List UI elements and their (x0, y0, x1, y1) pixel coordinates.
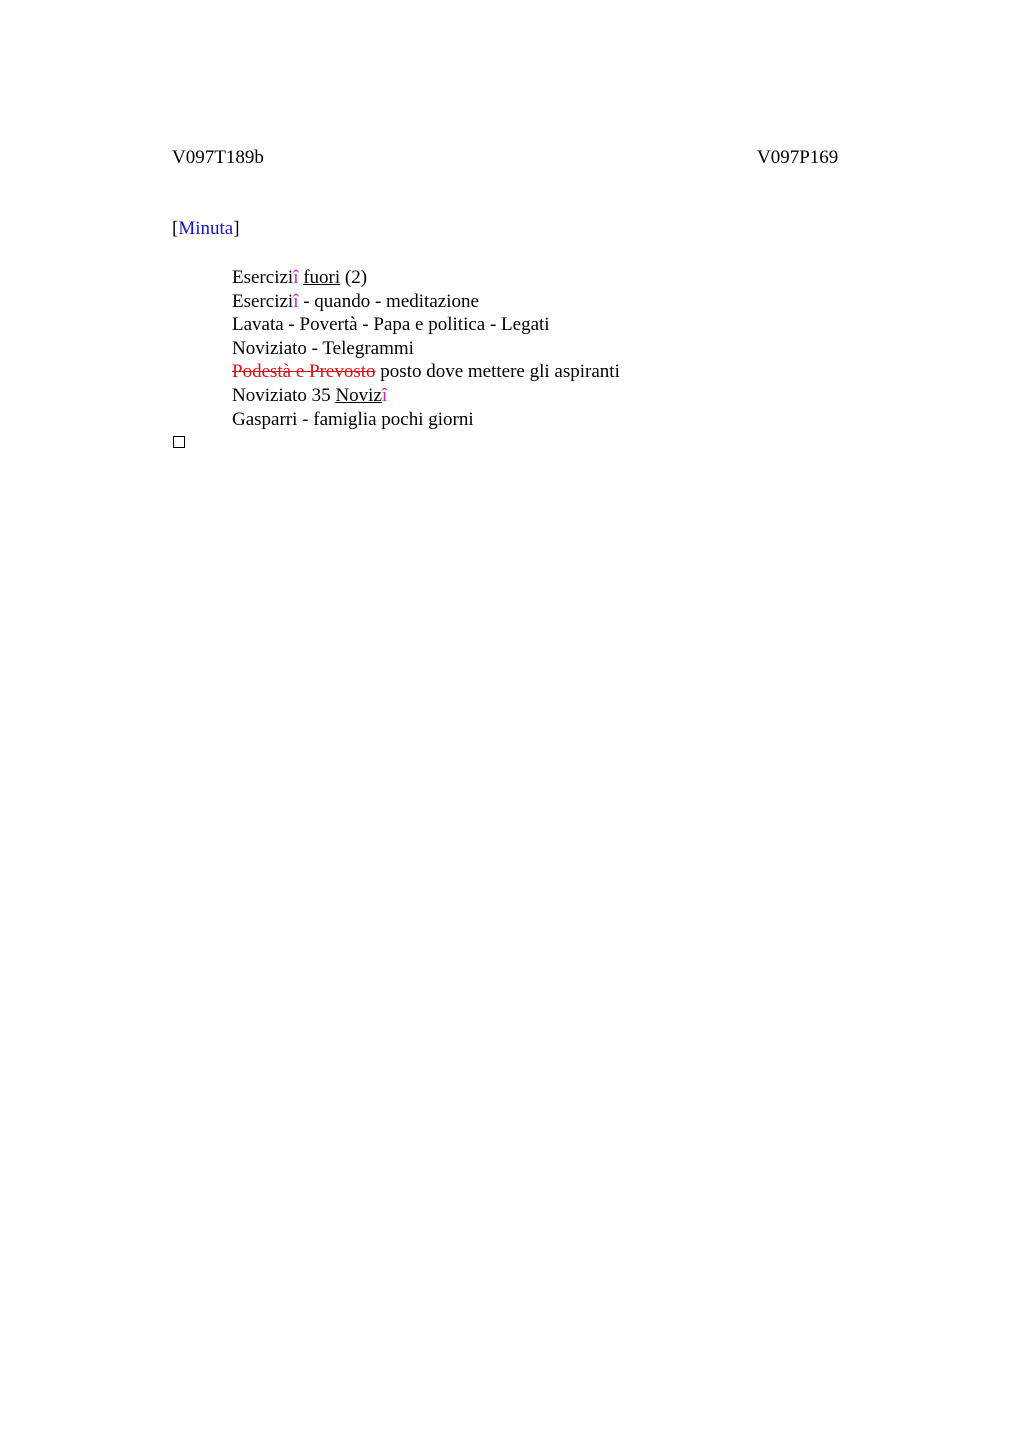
note-line-2 (232, 290, 620, 314)
correction-mark: î (381, 384, 388, 406)
text-segment: (2) (340, 267, 368, 288)
text-segment: posto dove mettere gli aspiranti (375, 361, 620, 383)
text-segment: Esercizi (232, 267, 294, 288)
document-code-right: V097P169 (757, 147, 839, 168)
note-line-5 (232, 360, 620, 384)
note-line-3 (232, 313, 620, 337)
text-segment: - quando - meditazione (298, 290, 479, 312)
text-segment: Lavata - Povertà - Papa e politica - Legati (232, 314, 550, 336)
underlined-word: fuori (303, 267, 341, 288)
text-segment: Gasparri - famiglia pochi giorni (232, 408, 474, 430)
note-line-6 (232, 384, 620, 408)
note-line-1 (232, 266, 620, 290)
underlined-word: Noviz (335, 384, 382, 406)
empty-square-icon (173, 436, 185, 448)
text-segment: Noviziato 35 (232, 384, 336, 406)
note-line-7 (232, 408, 620, 432)
text-segment: Esercizi (232, 290, 294, 312)
note-line-4 (232, 337, 620, 361)
section-label (172, 218, 240, 240)
close-bracket: ] (233, 218, 240, 239)
correction-mark: î (293, 290, 299, 312)
open-bracket: [ (172, 218, 179, 239)
document-code-left: V097T189b (172, 147, 264, 168)
correction-mark: î (293, 267, 299, 288)
text-segment: Noviziato - Telegrammi (232, 337, 414, 359)
deleted-text: Podestà e Prevosto (232, 361, 376, 383)
note-lines (232, 266, 620, 431)
minuta-label: Minuta (178, 218, 234, 239)
